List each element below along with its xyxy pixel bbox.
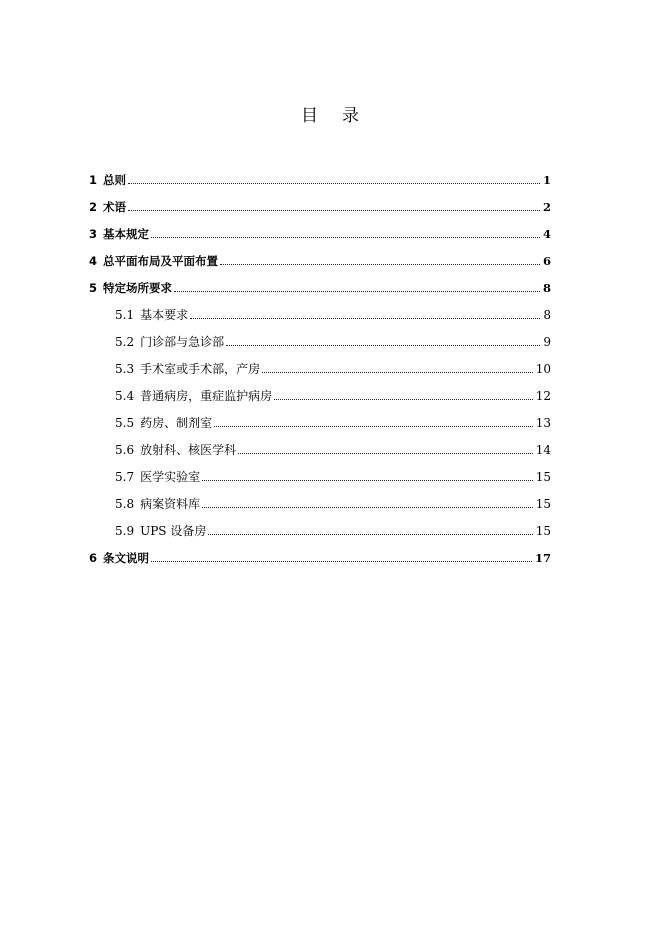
- dot-leader: [262, 371, 533, 373]
- toc-entry-title: 特定场所要求: [103, 281, 173, 295]
- toc-list: [89, 160, 551, 565]
- toc-entry-5-6[interactable]: [89, 430, 551, 457]
- toc-entry-number: 5.7: [115, 470, 135, 484]
- toc-entry-page: 12: [535, 389, 551, 403]
- toc-entry-title: 放射科、核医学科: [140, 443, 237, 457]
- toc-entry-title: 基本规定: [103, 227, 150, 241]
- toc-entry-title: 基本要求: [140, 308, 189, 322]
- toc-entry-page: 10: [535, 362, 551, 376]
- dot-leader: [214, 425, 533, 427]
- toc-entry-title: 手术室或手术部，产房: [140, 362, 261, 376]
- toc-title-part1: 目: [301, 106, 320, 126]
- toc-entry-6[interactable]: [89, 538, 551, 565]
- toc-entry-page: 15: [535, 470, 551, 484]
- toc-entry-page: 13: [535, 416, 551, 430]
- dot-leader: [128, 209, 540, 211]
- toc-entry-title: UPS 设备房: [140, 524, 207, 538]
- toc-entry-2[interactable]: [89, 187, 551, 214]
- toc-entry-number: 6: [89, 551, 98, 565]
- toc-entry-title: 病案资料库: [140, 497, 201, 511]
- toc-entry-page: 2: [542, 200, 551, 214]
- toc-entry-page: 6: [542, 254, 551, 268]
- toc-entry-page: 17: [534, 551, 551, 565]
- toc-entry-page: 8: [543, 308, 551, 322]
- dot-leader: [220, 263, 540, 265]
- toc-entry-title: 药房、制剂室: [140, 416, 213, 430]
- dot-leader: [151, 560, 532, 562]
- toc-entry-page: 1: [542, 173, 551, 187]
- toc-entry-3[interactable]: [89, 214, 551, 241]
- toc-entry-title: 总平面布局及平面布置: [103, 254, 219, 268]
- toc-entry-title: 普通病房，重症监护病房: [140, 389, 273, 403]
- toc-entry-page: 14: [535, 443, 551, 457]
- toc-entry-number: 2: [89, 200, 98, 214]
- toc-entry-page: 15: [535, 524, 551, 538]
- dot-leader: [174, 290, 540, 292]
- dot-leader: [226, 344, 540, 346]
- toc-entry-title: 术语: [103, 200, 127, 214]
- dot-leader: [274, 398, 533, 400]
- dot-leader: [190, 317, 540, 319]
- dot-leader: [238, 452, 533, 454]
- toc-entry-number: 5.9: [115, 524, 135, 538]
- dot-leader: [202, 506, 533, 508]
- toc-entry-4[interactable]: [89, 241, 551, 268]
- toc-entry-title: 医学实验室: [140, 470, 201, 484]
- toc-entry-title: 条文说明: [103, 551, 150, 565]
- toc-title: [0, 101, 662, 126]
- dot-leader: [151, 236, 540, 238]
- toc-entry-title: 总则: [103, 173, 127, 187]
- dot-leader: [208, 533, 532, 535]
- toc-title-part2: 录: [342, 106, 361, 126]
- dot-leader: [128, 182, 540, 184]
- toc-entry-5-5[interactable]: [89, 403, 551, 430]
- toc-entry-number: 5.3: [115, 362, 135, 376]
- toc-entry-page: 8: [542, 281, 551, 295]
- toc-entry-5-1[interactable]: [89, 295, 551, 322]
- dot-leader: [202, 479, 533, 481]
- toc-entry-number: 5.5: [115, 416, 135, 430]
- toc-entry-number: 4: [89, 254, 98, 268]
- toc-entry-page: 15: [535, 497, 551, 511]
- toc-entry-page: 9: [543, 335, 551, 349]
- toc-entry-number: 5.1: [115, 308, 135, 322]
- toc-entry-number: 5.8: [115, 497, 135, 511]
- toc-entry-number: 3: [89, 227, 98, 241]
- toc-entry-5-8[interactable]: [89, 484, 551, 511]
- toc-entry-page: 4: [542, 227, 551, 241]
- toc-entry-number: 1: [89, 173, 98, 187]
- toc-entry-5[interactable]: [89, 268, 551, 295]
- toc-entry-5-3[interactable]: [89, 349, 551, 376]
- toc-entry-number: 5: [89, 281, 98, 295]
- toc-entry-number: 5.2: [115, 335, 135, 349]
- toc-entry-5-9[interactable]: [89, 511, 551, 538]
- toc-entry-5-7[interactable]: [89, 457, 551, 484]
- toc-entry-5-2[interactable]: [89, 322, 551, 349]
- toc-entry-5-4[interactable]: [89, 376, 551, 403]
- toc-entry-number: 5.6: [115, 443, 135, 457]
- toc-entry-1[interactable]: [89, 160, 551, 187]
- toc-entry-number: 5.4: [115, 389, 135, 403]
- toc-entry-title: 门诊部与急诊部: [140, 335, 225, 349]
